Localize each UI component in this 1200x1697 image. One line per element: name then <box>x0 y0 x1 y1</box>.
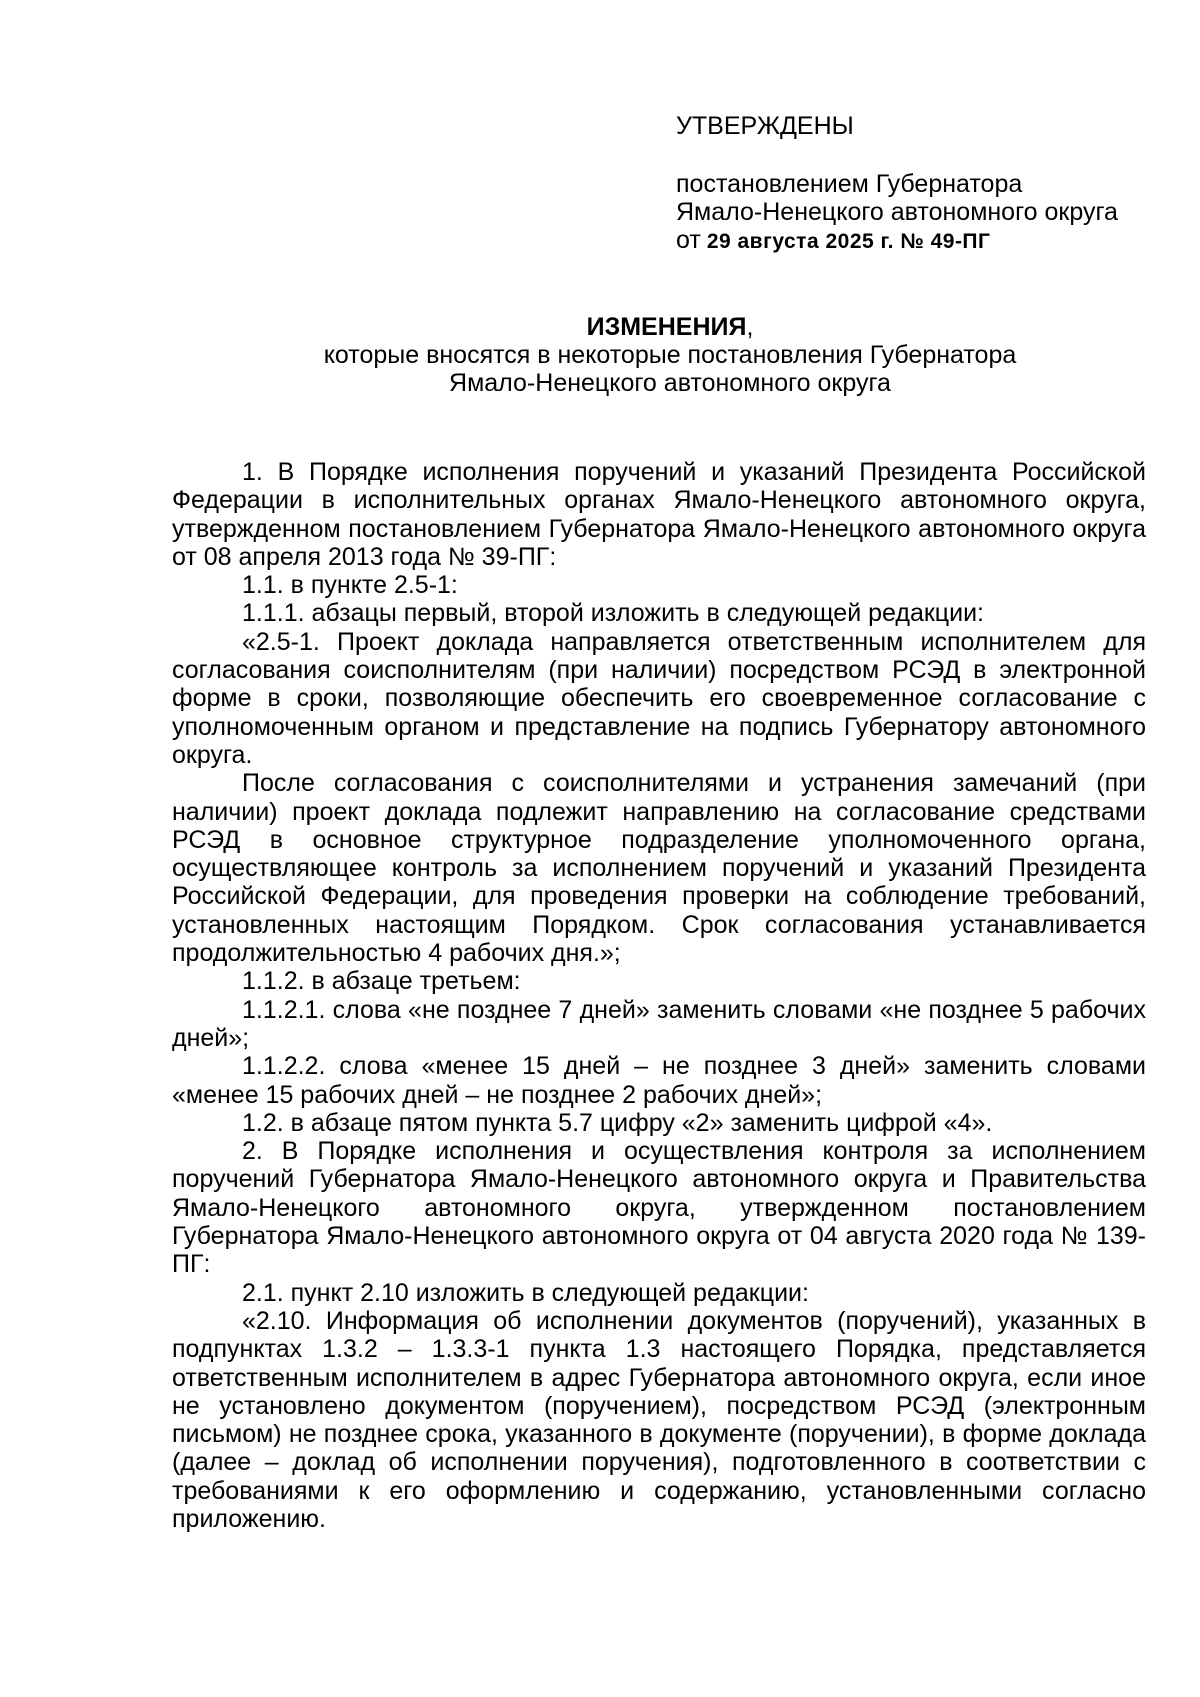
paragraph: 1.1. в пункте 2.5-1: <box>242 571 458 600</box>
approval-block <box>676 112 1176 256</box>
document-subtitle-line-1: которые вносятся в некоторые постановления Губернатора <box>323 341 1017 369</box>
approval-date-prefix: от <box>676 226 701 254</box>
paragraph: 2.1. пункт 2.10 изложить в следующей редакции: <box>242 1278 809 1307</box>
paragraph: 1.1.2.2. слова «менее 15 дней – не позднее 3 дней» заменить словами «менее 15 рабочих дней – не позднее 2 рабочих дней»; <box>172 1052 1146 1109</box>
document-subtitle-line-2: Ямало-Ненецкого автономного округа <box>449 369 891 397</box>
approval-date-line <box>676 226 1176 256</box>
paragraph: 1. В Порядке исполнения поручений и указаний Президента Российской Федерации в исполнительных органах Ямало-Ненецкого автономного округа, утвержденном постановлением Губернатора Ямало-Ненецкого автономного округа от 08 апреля 2013 года № 39-ПГ: <box>172 458 1146 571</box>
document-body <box>172 458 1146 1533</box>
document-title-suffix: , <box>746 313 754 341</box>
paragraph: 1.2. в абзаце пятом пункта 5.7 цифру «2» заменить цифрой «4». <box>242 1108 993 1137</box>
approval-line-2: Ямало-Ненецкого автономного округа <box>676 198 1118 226</box>
approval-line-1: постановлением Губернатора <box>676 170 1023 198</box>
document-heading <box>170 313 1170 397</box>
document-title: ИЗМЕНЕНИЯ <box>586 313 747 341</box>
paragraph: 1.1.1. абзацы первый, второй изложить в следующей редакции: <box>242 599 984 628</box>
approval-date-number: 29 августа 2025 г. № 49-ПГ <box>706 230 991 253</box>
paragraph: «2.10. Информация об исполнении документов (поручений), указанных в подпунктах 1.3.2 – 1.3.3-1 пункта 1.3 настоящего Порядка, представляется ответственным исполнителем в адрес Губернатора автономного округа, если иное не установлено документом (поручением), посредством РСЭД (электронным письмом) не позднее срока, указанного в документе (поручении), в форме доклада (далее – доклад об исполнении поручения), подготовленного в соответствии с требованиями к его оформлению и содержанию, установленными согласно приложению. <box>172 1306 1146 1533</box>
paragraph: После согласования с соисполнителями и устранения замечаний (при наличии) проект доклада подлежит направлению на согласование средствами РСЭД в основное структурное подразделение уполномоченного органа, осуществляющее контроль за исполнением поручений и указаний Президента Российской Федерации, для проведения проверки на соблюдение требований, установленных настоящим Порядком. Срок согласования устанавливается продолжительностью 4 рабочих дня.»; <box>172 769 1146 968</box>
paragraph: 2. В Порядке исполнения и осуществления контроля за исполнением поручений Губернатора Ямало-Ненецкого автономного округа и Правительства Ямало-Ненецкого автономного округа, утвержденном постановлением Губернатора Ямало-Ненецкого автономного округа от 04 августа 2020 года № 139-ПГ: <box>172 1137 1146 1279</box>
document-title-line <box>170 313 1170 341</box>
paragraph: 1.1.2. в абзаце третьем: <box>242 967 521 996</box>
approval-stamp: УТВЕРЖДЕНЫ <box>676 112 854 140</box>
paragraph: 1.1.2.1. слова «не позднее 7 дней» заменить словами «не позднее 5 рабочих дней»; <box>172 995 1146 1052</box>
paragraph: «2.5-1. Проект доклада направляется ответственным исполнителем для согласования соисполнителям (при наличии) посредством РСЭД в электронной форме в сроки, позволяющие обеспечить его своевременное согласование с уполномоченным органом и представление на подпись Губернатору автономного округа. <box>172 627 1146 769</box>
